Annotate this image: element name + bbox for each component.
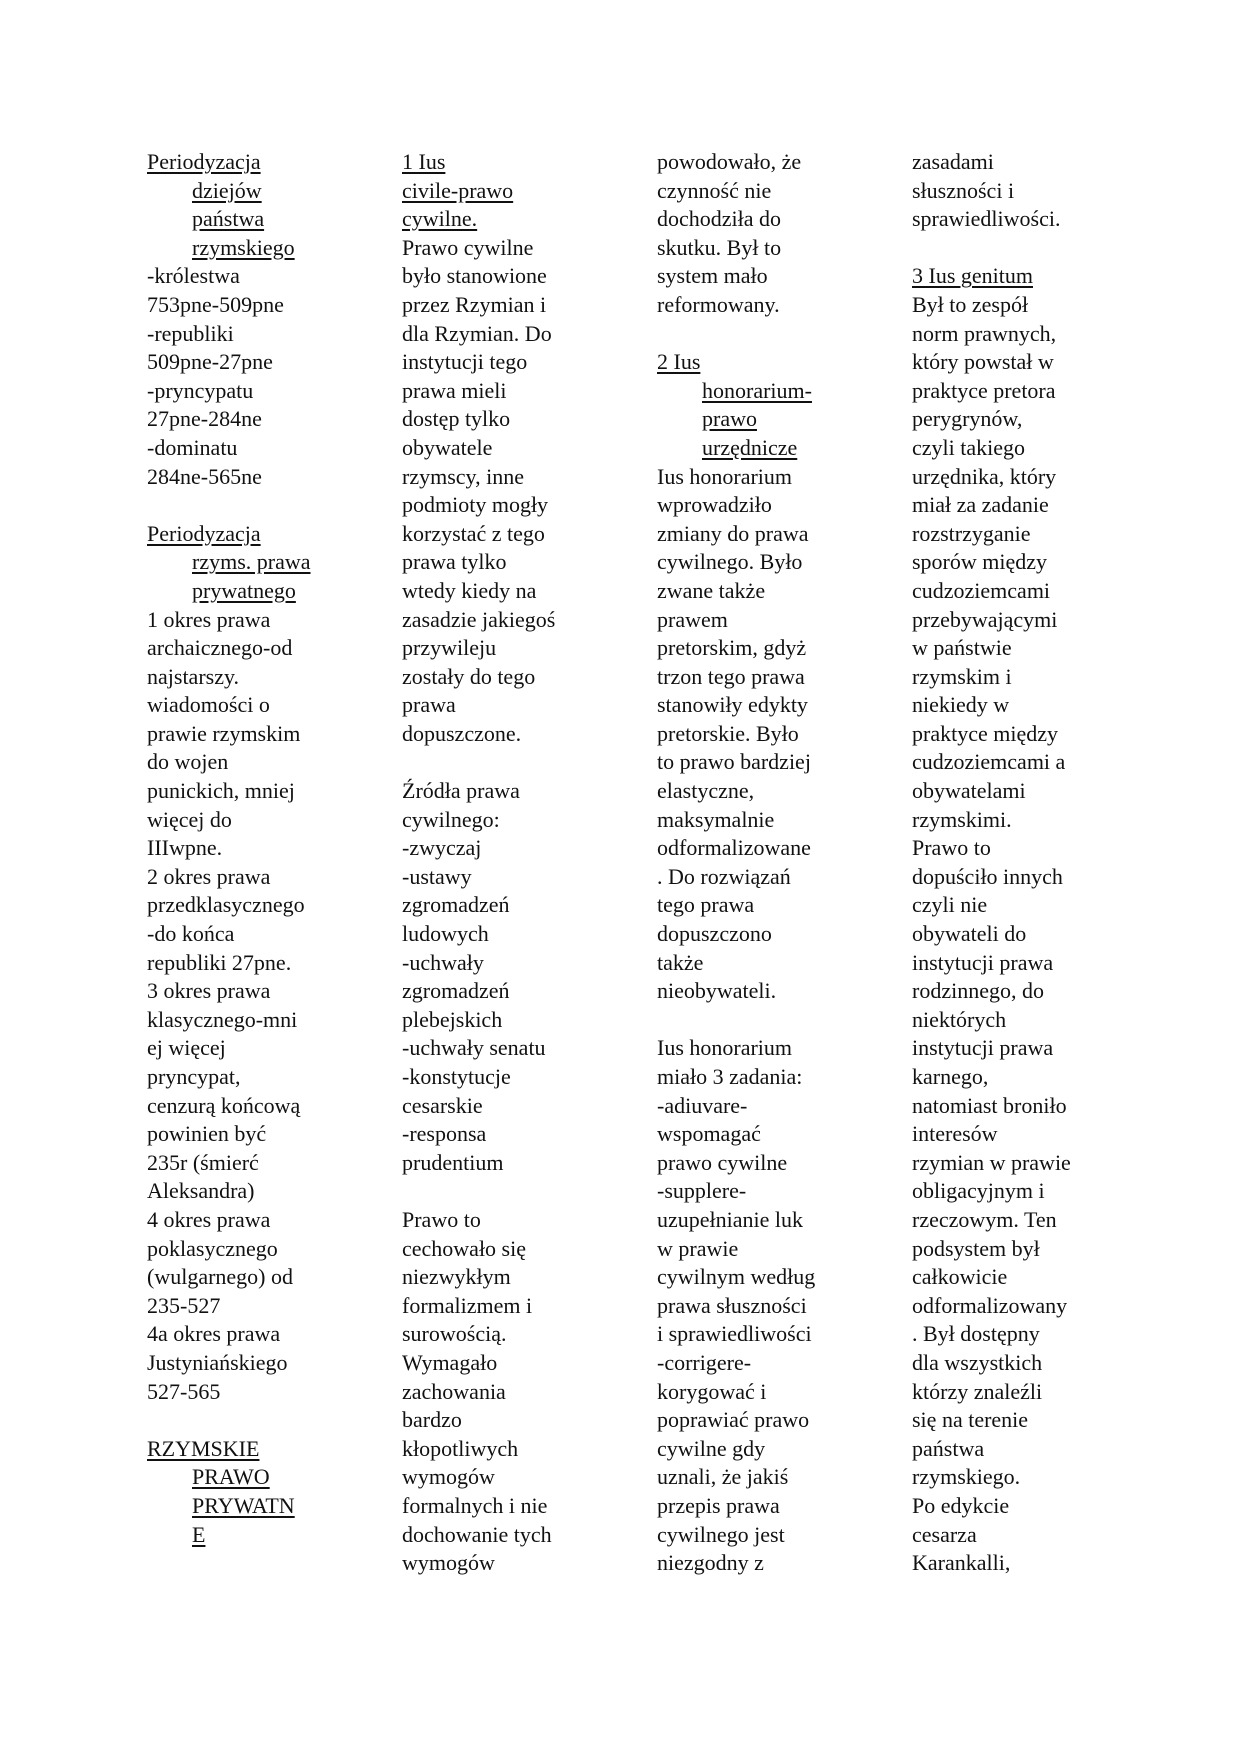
text-line: niekiedy w	[912, 692, 1010, 718]
text-line: słuszności i	[912, 177, 1015, 203]
text-line: IIIwpne.	[147, 835, 223, 861]
text-line: do wojen	[147, 749, 229, 775]
text-line: i sprawiedliwości	[657, 1321, 812, 1347]
blank-line	[147, 1406, 347, 1435]
text-line: Wymagało	[402, 1349, 498, 1375]
text-line: Źródła prawa	[402, 778, 520, 804]
text-line: odformalizowane	[657, 835, 811, 861]
heading-line: RZYMSKIE	[147, 1435, 260, 1461]
text-line: miało 3 zadania:	[657, 1064, 803, 1089]
text-line: wymogów	[402, 1550, 495, 1576]
text-line: uzupełnianie luk	[657, 1206, 804, 1232]
text-line: 509pne-27pne	[147, 349, 273, 375]
text-line: dopuściło innych	[912, 863, 1063, 889]
text-line: rzymscy, inne	[402, 463, 524, 489]
text-line: niezgodny z	[657, 1550, 764, 1576]
text-line: pretorskim, gdyż	[657, 635, 807, 661]
blank-line	[657, 320, 857, 349]
text-line: surowością.	[402, 1321, 507, 1347]
text-line: Prawo cywilne	[402, 234, 534, 260]
text-line: Justyniańskiego	[147, 1349, 288, 1375]
text-line: zmiany do prawa	[657, 520, 809, 546]
text-line: obywateli do	[912, 921, 1027, 947]
text-line: przywileju	[402, 635, 497, 661]
text-line: archaicznego-od	[147, 635, 293, 661]
text-line: -dominatu	[147, 434, 238, 460]
text-line: rzymskimi.	[912, 806, 1012, 832]
text-line: którzy znaleźli	[912, 1378, 1043, 1404]
text-line: ludowych	[402, 921, 489, 947]
text-line: niektórych	[912, 1006, 1007, 1032]
text-line: czyli nie	[912, 892, 988, 918]
text-line: poprawiać prawo	[657, 1407, 810, 1433]
text-line: cesarskie	[402, 1092, 483, 1118]
heading-line: honorarium-	[702, 377, 812, 403]
text-column-2	[402, 148, 602, 1578]
text-line: 527-565	[147, 1378, 221, 1404]
text-line: zasadzie jakiegoś	[402, 606, 556, 632]
text-line: -adiuvare-	[657, 1092, 748, 1118]
text-line: obywatele	[402, 434, 493, 460]
text-line: dopuszczone.	[402, 720, 522, 746]
text-line: reformowany.	[657, 291, 780, 317]
text-line: pryncypat,	[147, 1064, 241, 1089]
text-line: dochodziła do	[657, 206, 782, 232]
text-line: więcej do	[147, 806, 232, 832]
text-line: się na terenie	[912, 1407, 1029, 1433]
text-line: -pryncypatu	[147, 377, 254, 403]
text-line: prawa	[402, 692, 456, 718]
text-line: cenzurą końcową	[147, 1092, 301, 1118]
text-line: . Był dostępny	[912, 1321, 1040, 1347]
text-line: korzystać z tego	[402, 520, 545, 546]
text-line: 1 okres prawa	[147, 606, 271, 632]
text-line: rzymskim i	[912, 663, 1012, 689]
text-line: -responsa	[402, 1121, 487, 1147]
text-line: niezwykłym	[402, 1264, 511, 1290]
text-line: który powstał w	[912, 349, 1054, 375]
text-line: cudzoziemcami	[912, 577, 1051, 603]
text-line: wiadomości o	[147, 692, 270, 718]
text-line: czynność nie	[657, 177, 772, 203]
text-column-3	[657, 148, 857, 1578]
text-line: 235-527	[147, 1292, 221, 1318]
text-line: było stanowione	[402, 263, 547, 289]
heading-line: urzędnicze	[702, 434, 798, 460]
text-line: 4a okres prawa	[147, 1321, 281, 1347]
text-line: zgromadzeń	[402, 892, 510, 918]
text-line: skutku. Był to	[657, 234, 782, 260]
text-line: elastyczne,	[657, 778, 755, 804]
heading-line: prawo	[702, 406, 757, 432]
blank-line	[402, 748, 602, 777]
text-line: karnego,	[912, 1064, 989, 1089]
text-line: maksymalnie	[657, 806, 775, 832]
text-line: Karankalli,	[912, 1550, 1011, 1576]
text-line: -corrigere-	[657, 1349, 752, 1375]
text-line: powodowało, że	[657, 149, 802, 174]
text-line: uznali, że jakiś	[657, 1464, 789, 1490]
text-line: państwa	[912, 1435, 985, 1461]
blank-line	[657, 1006, 857, 1035]
text-line: poklasycznego	[147, 1235, 278, 1261]
text-line: -konstytucje	[402, 1064, 511, 1089]
text-line: cudzoziemcami a	[912, 749, 1066, 775]
text-line: zostały do tego	[402, 663, 536, 689]
text-line: Prawo to	[402, 1206, 481, 1232]
text-line: wymogów	[402, 1464, 495, 1490]
heading-line: państwa	[192, 206, 265, 232]
text-line: Był to zespół	[912, 291, 1029, 317]
text-line: cywilnego jest	[657, 1521, 785, 1547]
text-line: Prawo to	[912, 835, 991, 861]
text-line: -republiki	[147, 320, 234, 346]
text-line: klasycznego-mni	[147, 1006, 298, 1032]
blank-line	[147, 491, 347, 520]
text-line: -królestwa	[147, 263, 240, 289]
heading-line: rzymskiego	[192, 234, 295, 260]
text-line: formalnych i nie	[402, 1492, 548, 1518]
text-line: system mało	[657, 263, 768, 289]
text-line: rodzinnego, do	[912, 978, 1044, 1004]
text-line: korygować i	[657, 1378, 767, 1404]
text-line: cywilnym według	[657, 1264, 816, 1290]
text-line: -uchwały senatu	[402, 1035, 546, 1061]
heading-line: 2 Ius	[657, 349, 701, 375]
heading-line: PRAWO	[192, 1464, 270, 1490]
heading-line: 1 Ius	[402, 149, 446, 174]
text-line: instytucji prawa	[912, 949, 1054, 975]
text-line: Ius honorarium	[657, 463, 793, 489]
text-line: natomiast broniło	[912, 1092, 1067, 1118]
text-line: Po edykcie	[912, 1492, 1010, 1518]
text-line: rzeczowym. Ten	[912, 1206, 1057, 1232]
text-line: powinien być	[147, 1121, 267, 1147]
text-line: przepis prawa	[657, 1492, 780, 1518]
text-line: prawem	[657, 606, 728, 632]
text-line: zasadami	[912, 149, 994, 174]
text-line: w prawie	[657, 1235, 739, 1261]
text-line: prawo cywilne	[657, 1149, 788, 1175]
text-line: pretorskie. Było	[657, 720, 799, 746]
text-line: interesów	[912, 1121, 998, 1147]
text-line: urzędnika, który	[912, 463, 1057, 489]
heading-line: prywatnego	[192, 577, 296, 603]
text-line: tego prawa	[657, 892, 755, 918]
text-line: rzymian w prawie	[912, 1149, 1071, 1175]
text-line: 753pne-509pne	[147, 291, 284, 317]
text-line: czyli takiego	[912, 434, 1026, 460]
text-line: -ustawy	[402, 863, 472, 889]
text-line: -supplere-	[657, 1178, 747, 1204]
blank-line	[402, 1177, 602, 1206]
text-line: -zwyczaj	[402, 835, 482, 861]
text-line: prawa tylko	[402, 549, 507, 575]
text-line: przebywającymi	[912, 606, 1058, 632]
text-line: 27pne-284ne	[147, 406, 262, 432]
text-line: dopuszczono	[657, 921, 772, 947]
text-line: obywatelami	[912, 778, 1026, 804]
text-line: ej więcej	[147, 1035, 226, 1061]
text-line: sporów między	[912, 549, 1048, 575]
text-line: wtedy kiedy na	[402, 577, 537, 603]
text-line: podmioty mogły	[402, 492, 549, 518]
text-line: 4 okres prawa	[147, 1206, 271, 1232]
text-line: najstarszy.	[147, 663, 240, 689]
text-column-4	[912, 148, 1112, 1578]
text-line: sprawiedliwości.	[912, 206, 1061, 232]
text-line: . Do rozwiązań	[657, 863, 791, 889]
text-line: dostęp tylko	[402, 406, 511, 432]
text-line: bardzo	[402, 1407, 462, 1433]
text-line: instytucji prawa	[912, 1035, 1054, 1061]
text-line: podsystem był	[912, 1235, 1040, 1261]
heading-line: E	[192, 1521, 206, 1547]
text-line: wprowadziło	[657, 492, 772, 518]
text-line: prudentium	[402, 1149, 504, 1175]
text-line: dla Rzymian. Do	[402, 320, 552, 346]
text-line: 2 okres prawa	[147, 863, 271, 889]
heading-line: 3 Ius genitum	[912, 263, 1033, 289]
heading-line: Periodyzacja	[147, 149, 261, 174]
text-line: wspomagać	[657, 1121, 761, 1147]
text-line: 235r (śmierć	[147, 1149, 259, 1175]
heading-line: rzyms. prawa	[192, 549, 311, 575]
text-line: to prawo bardziej	[657, 749, 811, 775]
text-line: Aleksandra)	[147, 1178, 255, 1204]
heading-line: civile-prawo	[402, 177, 514, 203]
text-line: zwane także	[657, 577, 766, 603]
text-line: dla wszystkich	[912, 1349, 1043, 1375]
text-line: prawa mieli	[402, 377, 507, 403]
text-line: 3 okres prawa	[147, 978, 271, 1004]
text-line: kłopotliwych	[402, 1435, 519, 1461]
text-line: punickich, mniej	[147, 778, 295, 804]
text-line: cywilnego. Było	[657, 549, 803, 575]
text-line: przedklasycznego	[147, 892, 305, 918]
text-line: prawa słuszności	[657, 1292, 807, 1318]
text-line: -uchwały	[402, 949, 484, 975]
text-line: nieobywateli.	[657, 978, 777, 1004]
text-line: (wulgarnego) od	[147, 1264, 294, 1290]
text-line: cywilnego:	[402, 806, 500, 832]
text-line: odformalizowany	[912, 1292, 1068, 1318]
text-line: republiki 27pne.	[147, 949, 292, 975]
text-line: przez Rzymian i	[402, 291, 547, 317]
heading-line: dziejów	[192, 177, 262, 203]
text-line: cywilne gdy	[657, 1435, 766, 1461]
text-line: 284ne-565ne	[147, 463, 262, 489]
text-line: Ius honorarium	[657, 1035, 793, 1061]
text-line: rozstrzyganie	[912, 520, 1031, 546]
text-line: norm prawnych,	[912, 320, 1057, 346]
text-line: także	[657, 949, 704, 975]
text-line: trzon tego prawa	[657, 663, 805, 689]
text-line: zgromadzeń	[402, 978, 510, 1004]
text-line: obligacyjnym i	[912, 1178, 1045, 1204]
text-line: plebejskich	[402, 1006, 503, 1032]
text-line: miał za zadanie	[912, 492, 1049, 518]
text-line: instytucji tego	[402, 349, 528, 375]
heading-line: Periodyzacja	[147, 520, 261, 546]
text-line: stanowiły edykty	[657, 692, 808, 718]
text-line: cechowało się	[402, 1235, 526, 1261]
text-line: praktyce pretora	[912, 377, 1056, 403]
text-line: dochowanie tych	[402, 1521, 552, 1547]
text-line: praktyce między	[912, 720, 1058, 746]
text-column-1	[147, 148, 347, 1549]
text-line: w państwie	[912, 635, 1012, 661]
text-line: całkowicie	[912, 1264, 1008, 1290]
text-line: zachowania	[402, 1378, 506, 1404]
text-line: cesarza	[912, 1521, 977, 1547]
text-line: prawie rzymskim	[147, 720, 301, 746]
text-line: rzymskiego.	[912, 1464, 1021, 1490]
heading-line: PRYWATN	[192, 1492, 295, 1518]
heading-line: cywilne.	[402, 206, 478, 232]
blank-line	[912, 234, 1112, 263]
text-line: perygrynów,	[912, 406, 1023, 432]
text-line: -do końca	[147, 921, 235, 947]
text-line: formalizmem i	[402, 1292, 533, 1318]
